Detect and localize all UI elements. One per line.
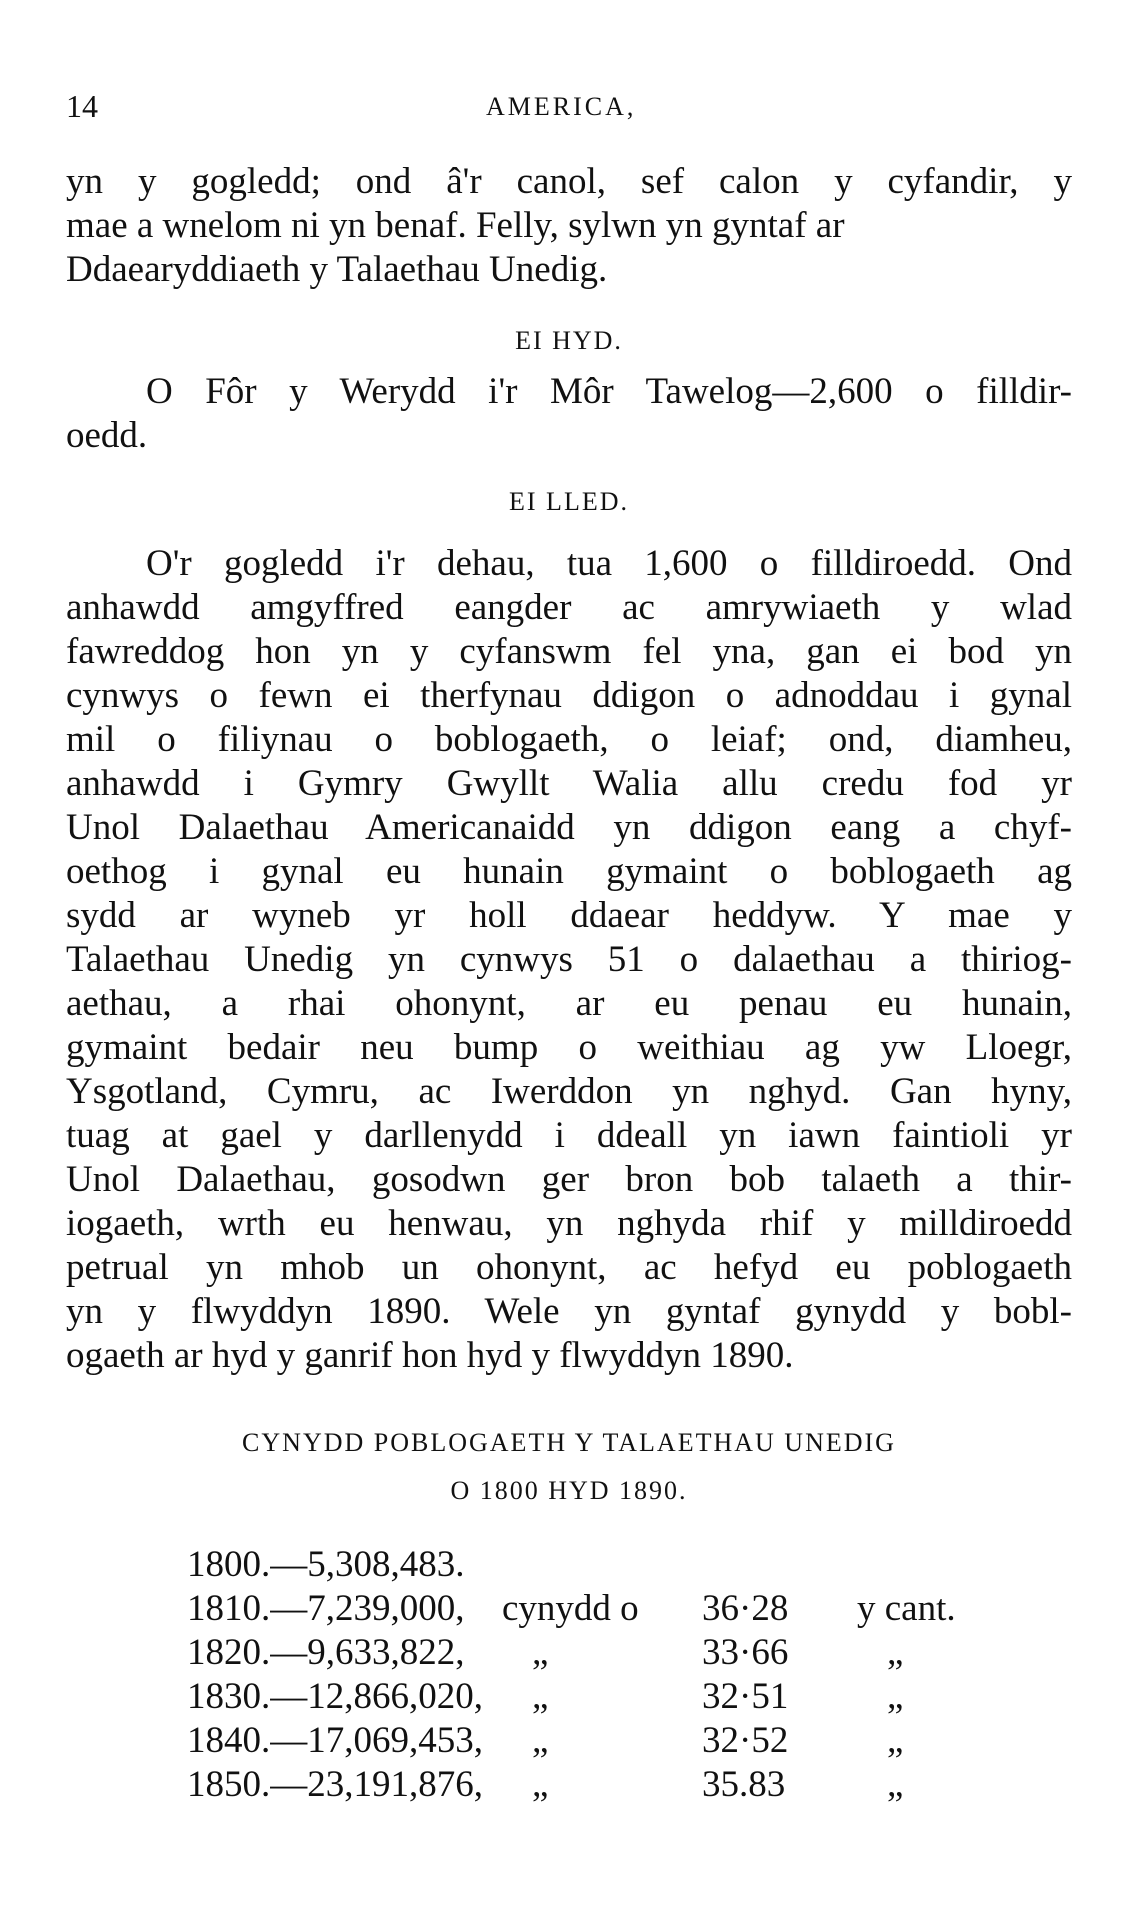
table-heading-line2: O 1800 HYD 1890.	[450, 1476, 688, 1505]
table-row	[187, 1719, 987, 1763]
text-line: mil o filiynau o boblogaeth, o leiaf; ond, diamheu,	[66, 719, 1072, 760]
text-line: sydd ar wyneb yr holl ddaear heddyw. Y mae y	[66, 895, 1072, 936]
text-line: Unol Dalaethau, gosodwn ger bron bob talaeth a thir-	[66, 1159, 1072, 1200]
text-line: cynwys o fewn ei therfynau ddigon o adnoddau i gynal	[66, 675, 1072, 716]
year-population: 1820.—9,633,822,	[187, 1632, 465, 1673]
page-number: 14	[66, 88, 98, 124]
ditto-mark: „	[887, 1720, 904, 1761]
text-line: petrual yn mhob un ohonynt, ac hefyd eu poblogaeth	[66, 1247, 1072, 1288]
text-line: Ysgotland, Cymru, ac Iwerddon yn nghyd. Gan hyny,	[66, 1071, 1072, 1112]
length-paragraph	[66, 370, 1072, 458]
table-heading-line1: CYNYDD POBLOGAETH Y TALAETHAU UNEDIG	[242, 1428, 896, 1457]
year-population: 1800.—5,308,483.	[187, 1544, 465, 1585]
text-line: aethau, a rhai ohonynt, ar eu penau eu hunain,	[66, 983, 1072, 1024]
text-line: tuag at gael y darllenydd i ddeall yn iawn faintioli yr	[66, 1115, 1072, 1156]
ditto-mark: „	[887, 1632, 904, 1673]
section-heading-breadth: EI LLED.	[509, 487, 629, 516]
growth-percent: 36·28	[702, 1588, 789, 1629]
text-line: oethog i gynal eu hunain gymaint o boblogaeth ag	[66, 851, 1072, 892]
text-line: iogaeth, wrth eu henwau, yn nghyda rhif y milldiroedd	[66, 1203, 1072, 1244]
growth-percent: 33·66	[702, 1632, 789, 1673]
text-line: oedd.	[66, 415, 148, 456]
year-population: 1850.—23,191,876,	[187, 1764, 483, 1805]
growth-percent: 35.83	[702, 1764, 786, 1805]
text-line: O'r gogledd i'r dehau, tua 1,600 o filldiroedd. Ond	[146, 543, 1072, 584]
text-line: anhawdd i Gymry Gwyllt Walia allu credu fod yr	[66, 763, 1072, 804]
growth-percent: 32·51	[702, 1676, 789, 1717]
table-row	[187, 1675, 987, 1719]
text-line: gymaint bedair neu bump o weithiau ag yw Lloegr,	[66, 1027, 1072, 1068]
running-head: AMERICA,	[486, 92, 637, 121]
year-population: 1830.—12,866,020,	[187, 1676, 483, 1717]
growth-label: cynydd o	[502, 1588, 639, 1629]
table-row	[187, 1543, 987, 1587]
table-row	[187, 1763, 987, 1807]
ditto-mark: „	[532, 1720, 549, 1761]
text-line: Ddaearyddiaeth y Talaethau Unedig.	[66, 249, 608, 290]
ditto-mark: „	[887, 1676, 904, 1717]
breadth-paragraph	[66, 542, 1072, 1378]
text-line: yn y flwyddyn 1890. Wele yn gyntaf gynydd y bobl-	[66, 1291, 1072, 1332]
ditto-mark: „	[532, 1764, 549, 1805]
table-row	[187, 1631, 987, 1675]
text-line: anhawdd amgyffred eangder ac amrywiaeth y wlad	[66, 587, 1072, 628]
text-line: yn y gogledd; ond â'r canol, sef calon y cyfandir, y	[66, 161, 1072, 202]
ditto-mark: „	[532, 1676, 549, 1717]
section-heading-length: EI HYD.	[515, 326, 623, 355]
population-growth-table	[187, 1543, 987, 1807]
text-line: mae a wnelom ni yn benaf. Felly, sylwn yn gyntaf ar	[66, 205, 845, 246]
text-line: Unol Dalaethau Americanaidd yn ddigon eang a chyf-	[66, 807, 1072, 848]
ditto-mark: „	[532, 1632, 549, 1673]
intro-paragraph	[66, 160, 1072, 292]
growth-unit: y cant.	[857, 1588, 956, 1629]
growth-percent: 32·52	[702, 1720, 789, 1761]
table-row	[187, 1587, 987, 1631]
text-line: fawreddog hon yn y cyfanswm fel yna, gan ei bod yn	[66, 631, 1072, 672]
text-line: Talaethau Unedig yn cynwys 51 o dalaethau a thiriog-	[66, 939, 1072, 980]
text-line: O Fôr y Werydd i'r Môr Tawelog—2,600 o filldir-	[146, 371, 1072, 412]
year-population: 1840.—17,069,453,	[187, 1720, 483, 1761]
year-population: 1810.—7,239,000,	[187, 1588, 465, 1629]
ditto-mark: „	[887, 1764, 904, 1805]
page-header	[66, 88, 1066, 128]
text-line: ogaeth ar hyd y ganrif hon hyd y flwyddyn 1890.	[66, 1335, 794, 1376]
